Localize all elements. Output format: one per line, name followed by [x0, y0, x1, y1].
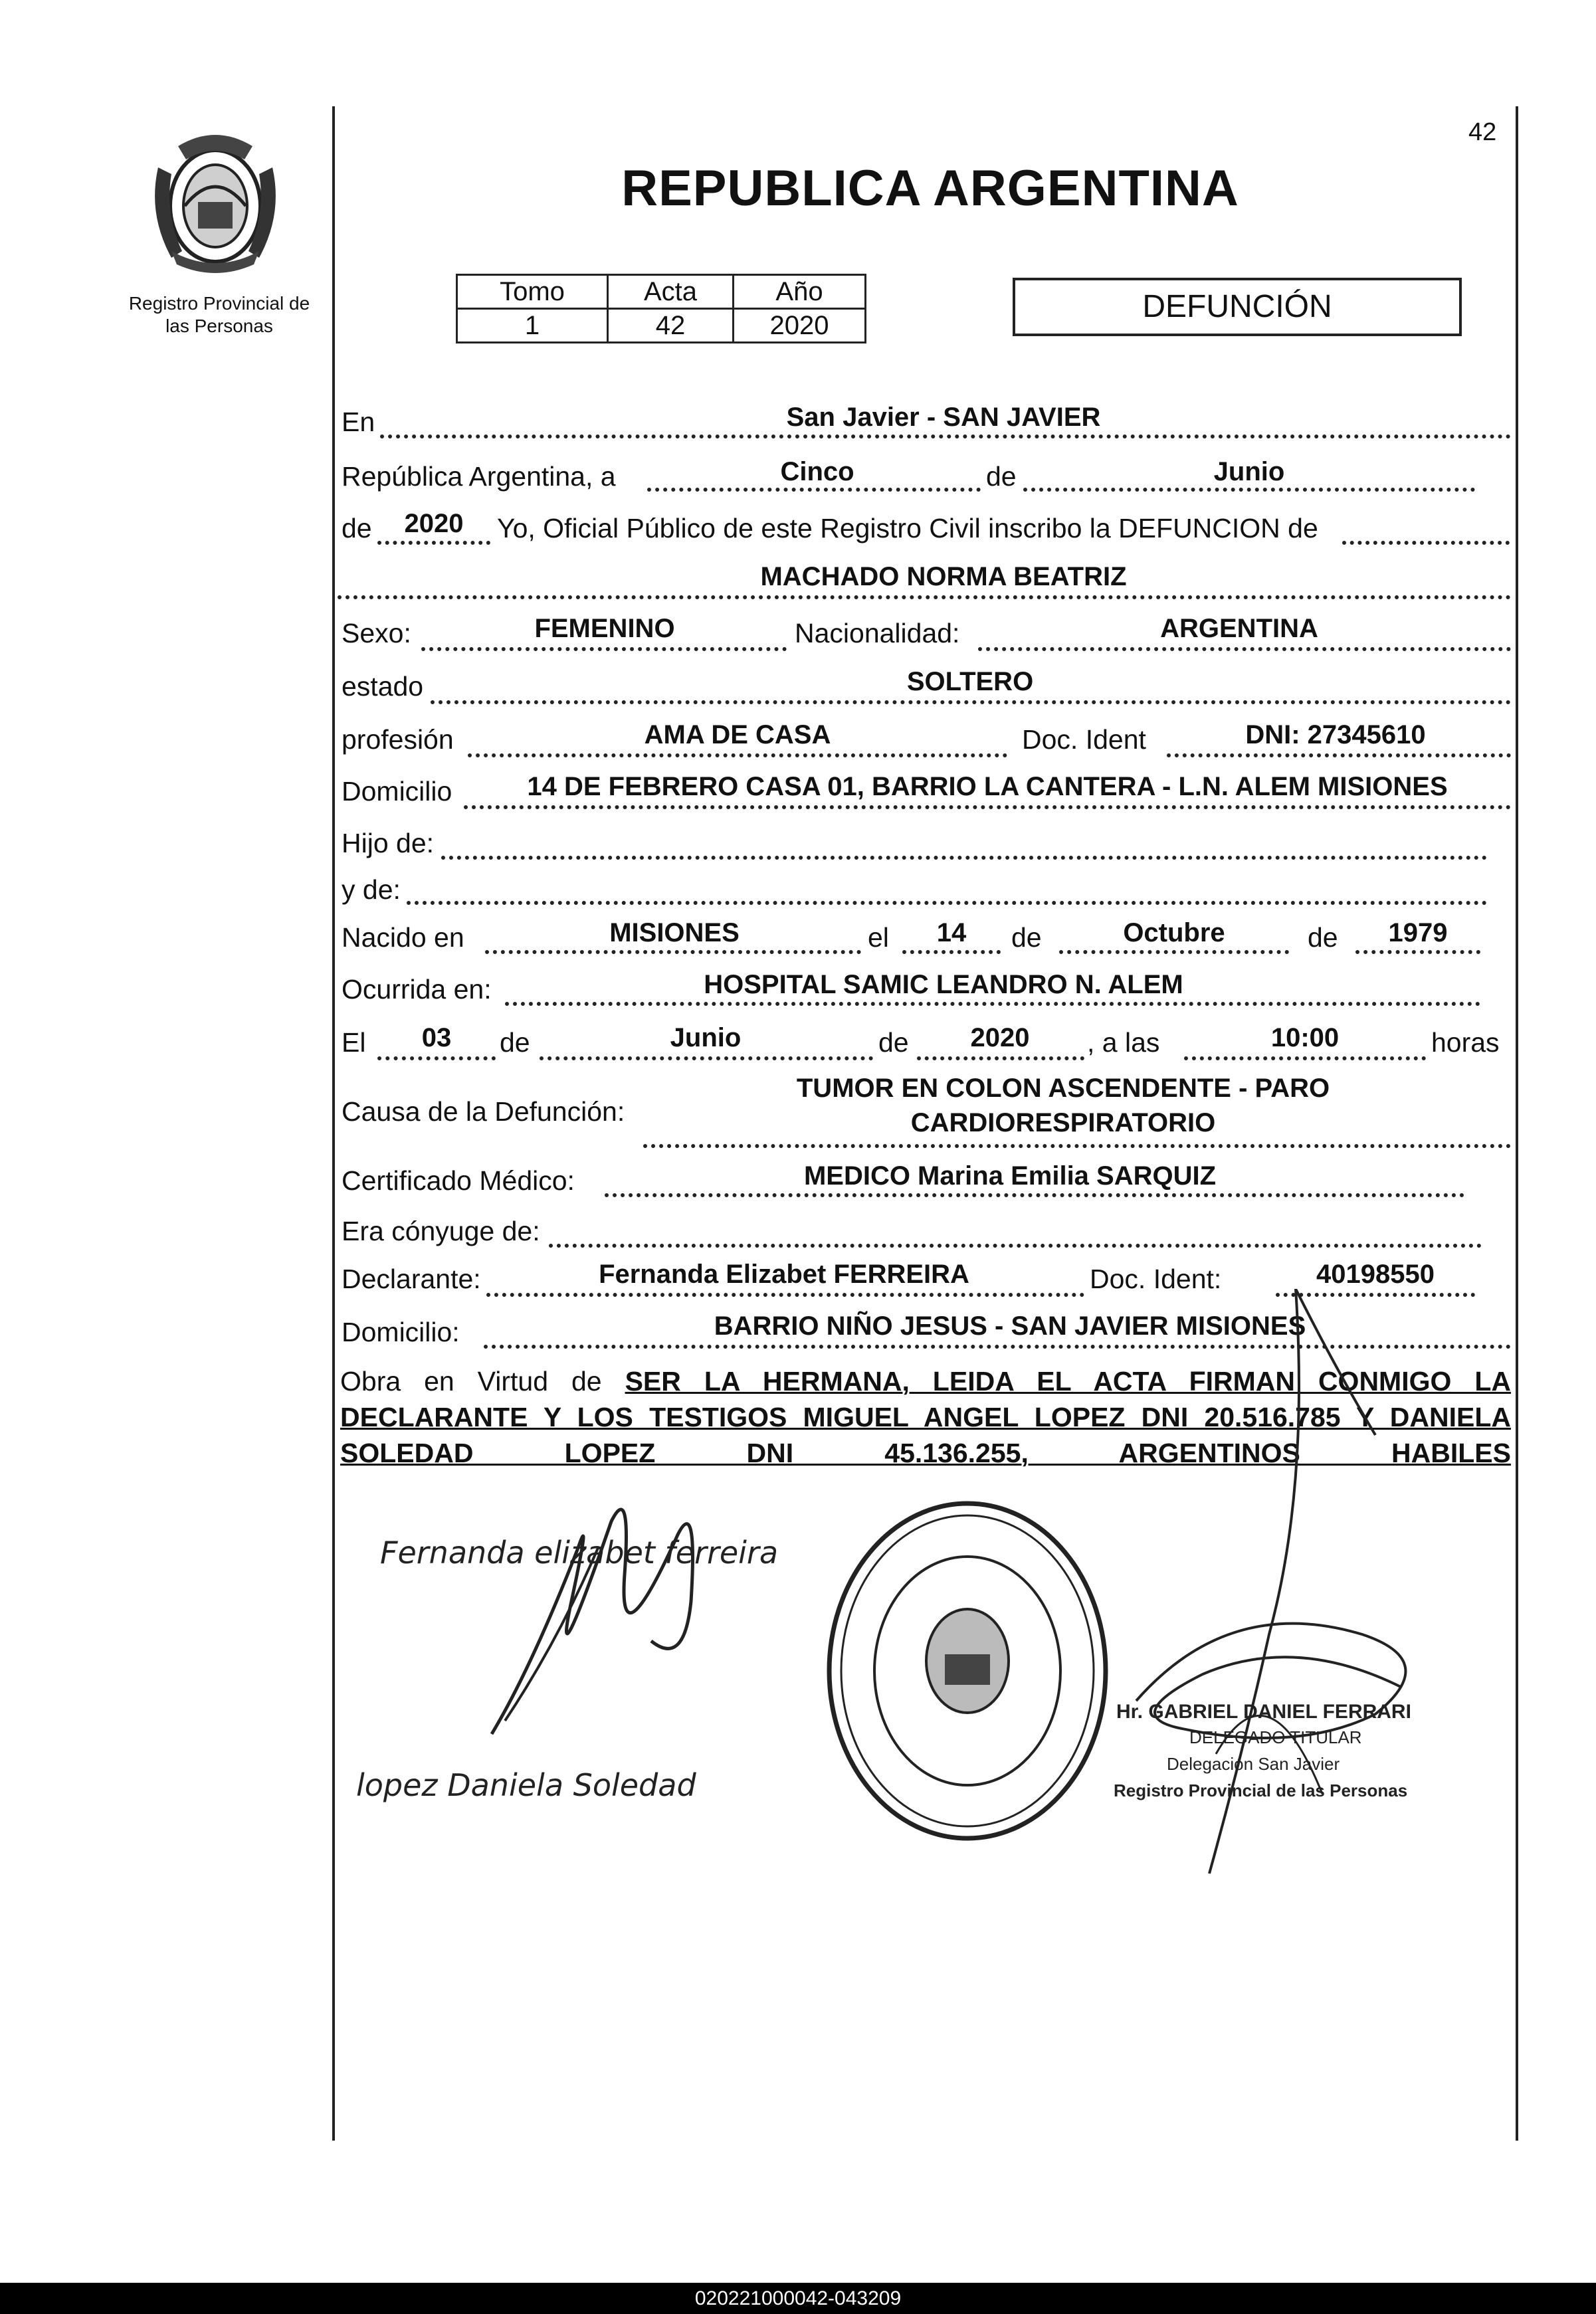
dots-sexo: [421, 647, 787, 651]
label-de6: de: [878, 1027, 909, 1058]
anio-value: 2020: [734, 309, 866, 343]
signature-scribble-1: [478, 1468, 731, 1747]
value-nacionalidad: ARGENTINA: [1160, 614, 1318, 643]
dots-conyuge: [549, 1244, 1482, 1248]
label-horas: horas: [1431, 1027, 1500, 1058]
value-declarante-doc: 40198550: [1316, 1260, 1435, 1289]
record-table-header-row: [457, 275, 866, 309]
record-table: [456, 274, 866, 343]
page-title: REPUBLICA ARGENTINA: [621, 160, 1239, 217]
label-y-de: y de:: [342, 874, 401, 905]
label-ocurrida-en: Ocurrida en:: [342, 974, 492, 1005]
acta-header: Acta: [608, 275, 734, 309]
registry-caption: [100, 292, 339, 337]
value-domicilio2: BARRIO NIÑO JESUS - SAN JAVIER MISIONES: [714, 1311, 1306, 1341]
signature-text-2: lopez Daniela Soledad: [356, 1767, 696, 1803]
record-table-value-row: [457, 309, 866, 343]
registry-caption-line1: Registro Provincial de: [128, 293, 310, 314]
anio-header: Año: [734, 275, 866, 309]
label-sexo: Sexo:: [342, 618, 411, 648]
dots-ocurrida: [505, 1002, 1480, 1006]
label-de2: de: [342, 513, 372, 543]
label-en: En: [342, 407, 375, 437]
label-de4: de: [1308, 922, 1338, 953]
dots-profesion: [468, 753, 1007, 757]
label-hijo-de: Hijo de:: [342, 828, 435, 858]
value-declarante: Fernanda Elizabet FERREIRA: [599, 1260, 969, 1289]
value-nacido-anio: 1979: [1388, 918, 1448, 947]
dots-certificado: [605, 1193, 1464, 1197]
label-doc-ident: Doc. Ident: [1022, 724, 1146, 755]
label-de3: de: [1011, 922, 1042, 953]
label-causa: Causa de la Defunción:: [342, 1096, 625, 1127]
dots-dia: [647, 488, 981, 492]
value-doc: DNI: 27345610: [1245, 720, 1426, 749]
label-certificado: Certificado Médico:: [342, 1165, 575, 1196]
dots-def-mes: [540, 1056, 873, 1060]
acta-value: 42: [608, 309, 734, 343]
value-nacido-mes: Octubre: [1123, 918, 1225, 947]
label-nacido-en: Nacido en: [342, 922, 464, 953]
value-def-hora: 10:00: [1270, 1023, 1340, 1052]
label-doc-ident2: Doc. Ident:: [1090, 1264, 1222, 1294]
dots-nombre: [338, 595, 1511, 599]
label-domicilio: Domicilio: [342, 776, 452, 807]
dots-nacido-lugar: [485, 950, 861, 954]
value-nacido-lugar: MISIONES: [609, 918, 740, 947]
label-el: el: [868, 922, 889, 953]
signature-text-1: Fernanda elizabet ferreira: [380, 1535, 779, 1571]
label-de1: de: [986, 461, 1017, 492]
delegado-title: DELEGADO TITULAR: [1189, 1727, 1362, 1747]
delegado-name: Hr. GABRIEL DANIEL FERRARI: [1116, 1701, 1411, 1723]
label-el2: El: [342, 1027, 366, 1058]
value-causa-l1: TUMOR EN COLON ASCENDENTE - PARO: [796, 1074, 1330, 1103]
dots-nacido-dia: [902, 950, 1001, 954]
page-number: 42: [1468, 118, 1497, 146]
dots-def-dia: [377, 1056, 496, 1060]
province-crest-icon: [145, 128, 286, 275]
value-dia: Cinco: [780, 457, 854, 486]
dots-declarante: [486, 1293, 1084, 1297]
value-domicilio: 14 DE FEBRERO CASA 01, BARRIO LA CANTERA - L.N. ALEM MISIONES: [527, 772, 1448, 801]
value-mes: Junio: [1213, 457, 1285, 486]
label-yo: Yo, Oficial Público de este Registro Civil inscribo la DEFUNCION de: [497, 513, 1318, 543]
value-obra: SER LA HERMANA, LEIDA EL ACTA FIRMAN CONMIGO LA DECLARANTE Y LOS TESTIGOS MIGUEL ANGEL LOPEZ DNI 20.516.785 Y DANIELA SOLEDAD LOPEZ DNI 45.136.255, ARGENTINOS HABILES: [340, 1366, 1511, 1468]
label-estado: estado: [342, 671, 424, 702]
label-conyuge: Era cónyuge de:: [342, 1216, 540, 1246]
label-declarante: Declarante:: [342, 1264, 481, 1294]
dots-anio: [377, 541, 490, 545]
dots-nacionalidad: [978, 647, 1511, 651]
left-margin-line: [332, 106, 335, 2141]
value-causa-l2: CARDIORESPIRATORIO: [910, 1108, 1216, 1137]
dots-doc: [1167, 753, 1511, 757]
label-a-las: , a las: [1087, 1027, 1160, 1058]
label-de5: de: [500, 1027, 530, 1058]
dots-nacido-mes: [1059, 950, 1289, 954]
dots-causa: [643, 1144, 1511, 1148]
right-margin-line: [1516, 106, 1518, 2141]
dots-nacido-anio: [1355, 950, 1480, 954]
label-republica: República Argentina, a: [342, 461, 616, 492]
dots-mes: [1023, 488, 1475, 492]
delegado-office: Delegación San Javier: [1167, 1754, 1340, 1774]
value-lugar: San Javier - SAN JAVIER: [786, 403, 1101, 432]
dots-def-anio: [917, 1056, 1084, 1060]
value-estado: SOLTERO: [906, 667, 1034, 696]
tomo-header: Tomo: [457, 275, 608, 309]
value-profesion: AMA DE CASA: [644, 720, 831, 749]
value-def-dia: 03: [421, 1023, 452, 1052]
dots-yo: [1342, 541, 1510, 545]
label-domicilio2: Domicilio:: [342, 1317, 460, 1347]
official-stamp-icon: [821, 1495, 1114, 1847]
dots-def-hora: [1184, 1056, 1426, 1060]
record-type-box: DEFUNCIÓN: [1013, 278, 1462, 336]
dots-domicilio: [464, 805, 1511, 809]
value-ocurrida: HOSPITAL SAMIC LEANDRO N. ALEM: [704, 970, 1183, 999]
registry-caption-line2: las Personas: [165, 316, 273, 336]
value-sexo: FEMENINO: [534, 614, 675, 643]
delegado-registry: Registro Provincial de las Personas: [1114, 1781, 1408, 1800]
value-def-anio: 2020: [970, 1023, 1030, 1052]
value-def-mes: Junio: [670, 1023, 742, 1052]
dots-hijo-de: [441, 856, 1487, 860]
dots-lugar: [380, 434, 1511, 438]
tomo-value: 1: [457, 309, 608, 343]
value-nombre: MACHADO NORMA BEATRIZ: [760, 562, 1127, 591]
value-anio: 2020: [404, 509, 464, 538]
dots-y-de: [407, 901, 1487, 905]
value-nacido-dia: 14: [936, 918, 967, 947]
footer-code: 020221000042-043209: [0, 2283, 1596, 2314]
value-certificado: MEDICO Marina Emilia SARQUIZ: [803, 1161, 1217, 1191]
label-obra: Obra en Virtud de: [340, 1366, 602, 1397]
label-nacionalidad: Nacionalidad:: [795, 618, 960, 648]
label-profesion: profesión: [342, 724, 454, 755]
dots-estado: [431, 700, 1511, 704]
